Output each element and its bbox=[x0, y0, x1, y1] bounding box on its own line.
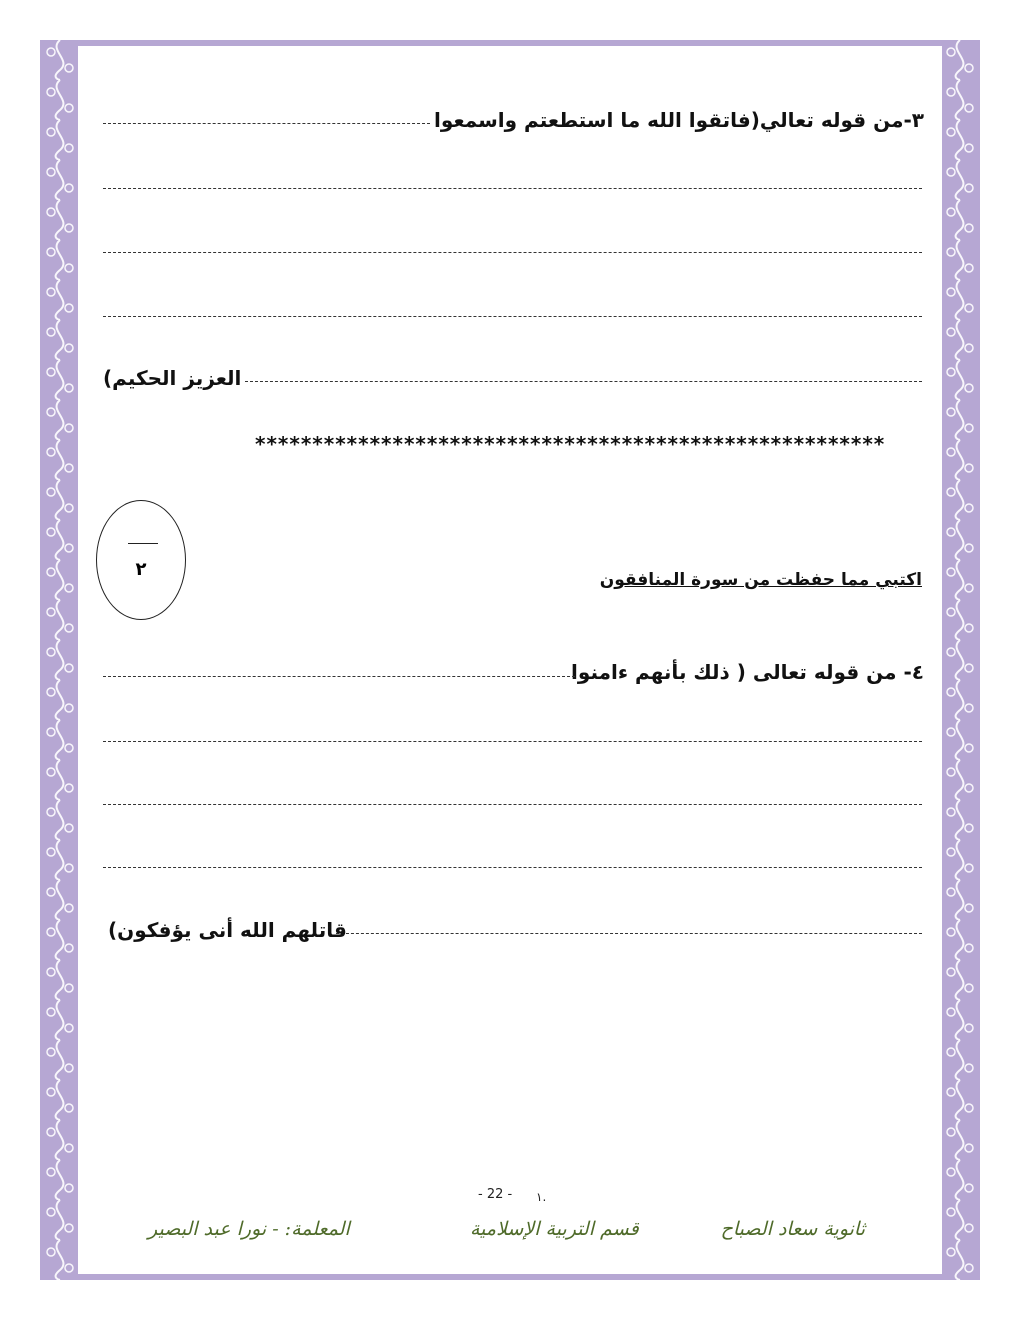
answer-line[interactable] bbox=[103, 252, 922, 253]
answer-line[interactable] bbox=[103, 123, 430, 124]
section4-ending: قاتلهم الله أنى يؤفكون) bbox=[108, 918, 347, 942]
section3-title: ٣-من قوله تعالي(فاتقوا الله ما استطعتم واسمعوا bbox=[434, 108, 924, 132]
floral-border-left bbox=[42, 40, 78, 1280]
section4-title: ٤- من قوله تعالى ( ذلك بأنهم ءامنوا bbox=[571, 660, 924, 684]
answer-line[interactable] bbox=[103, 741, 922, 742]
section-instruction: اكتبي مما حفظت من سورة المنافقون bbox=[599, 570, 922, 590]
score-circle bbox=[96, 500, 186, 620]
answer-line[interactable] bbox=[336, 933, 922, 934]
answer-line[interactable] bbox=[103, 676, 575, 677]
answer-line[interactable] bbox=[103, 316, 922, 317]
score-divider bbox=[128, 543, 158, 544]
page-number: - 22 - bbox=[478, 1187, 513, 1202]
answer-line[interactable] bbox=[245, 381, 922, 382]
footer-department: قسم التربية الإسلامية bbox=[470, 1218, 639, 1240]
answer-line[interactable] bbox=[103, 804, 922, 805]
answer-line[interactable] bbox=[103, 867, 922, 868]
score-value: ٢ bbox=[135, 559, 147, 580]
separator-stars: ******************************************************* bbox=[255, 432, 886, 456]
section3-ending: العزيز الحكيم) bbox=[103, 366, 242, 390]
footer-teacher: المعلمة: - نورا عبد البصير bbox=[148, 1218, 350, 1240]
floral-border-right bbox=[942, 40, 978, 1280]
footer-school: ثانوية سعاد الصباح bbox=[720, 1218, 865, 1240]
answer-line[interactable] bbox=[103, 188, 922, 189]
page-mark: ١. bbox=[536, 1190, 547, 1204]
